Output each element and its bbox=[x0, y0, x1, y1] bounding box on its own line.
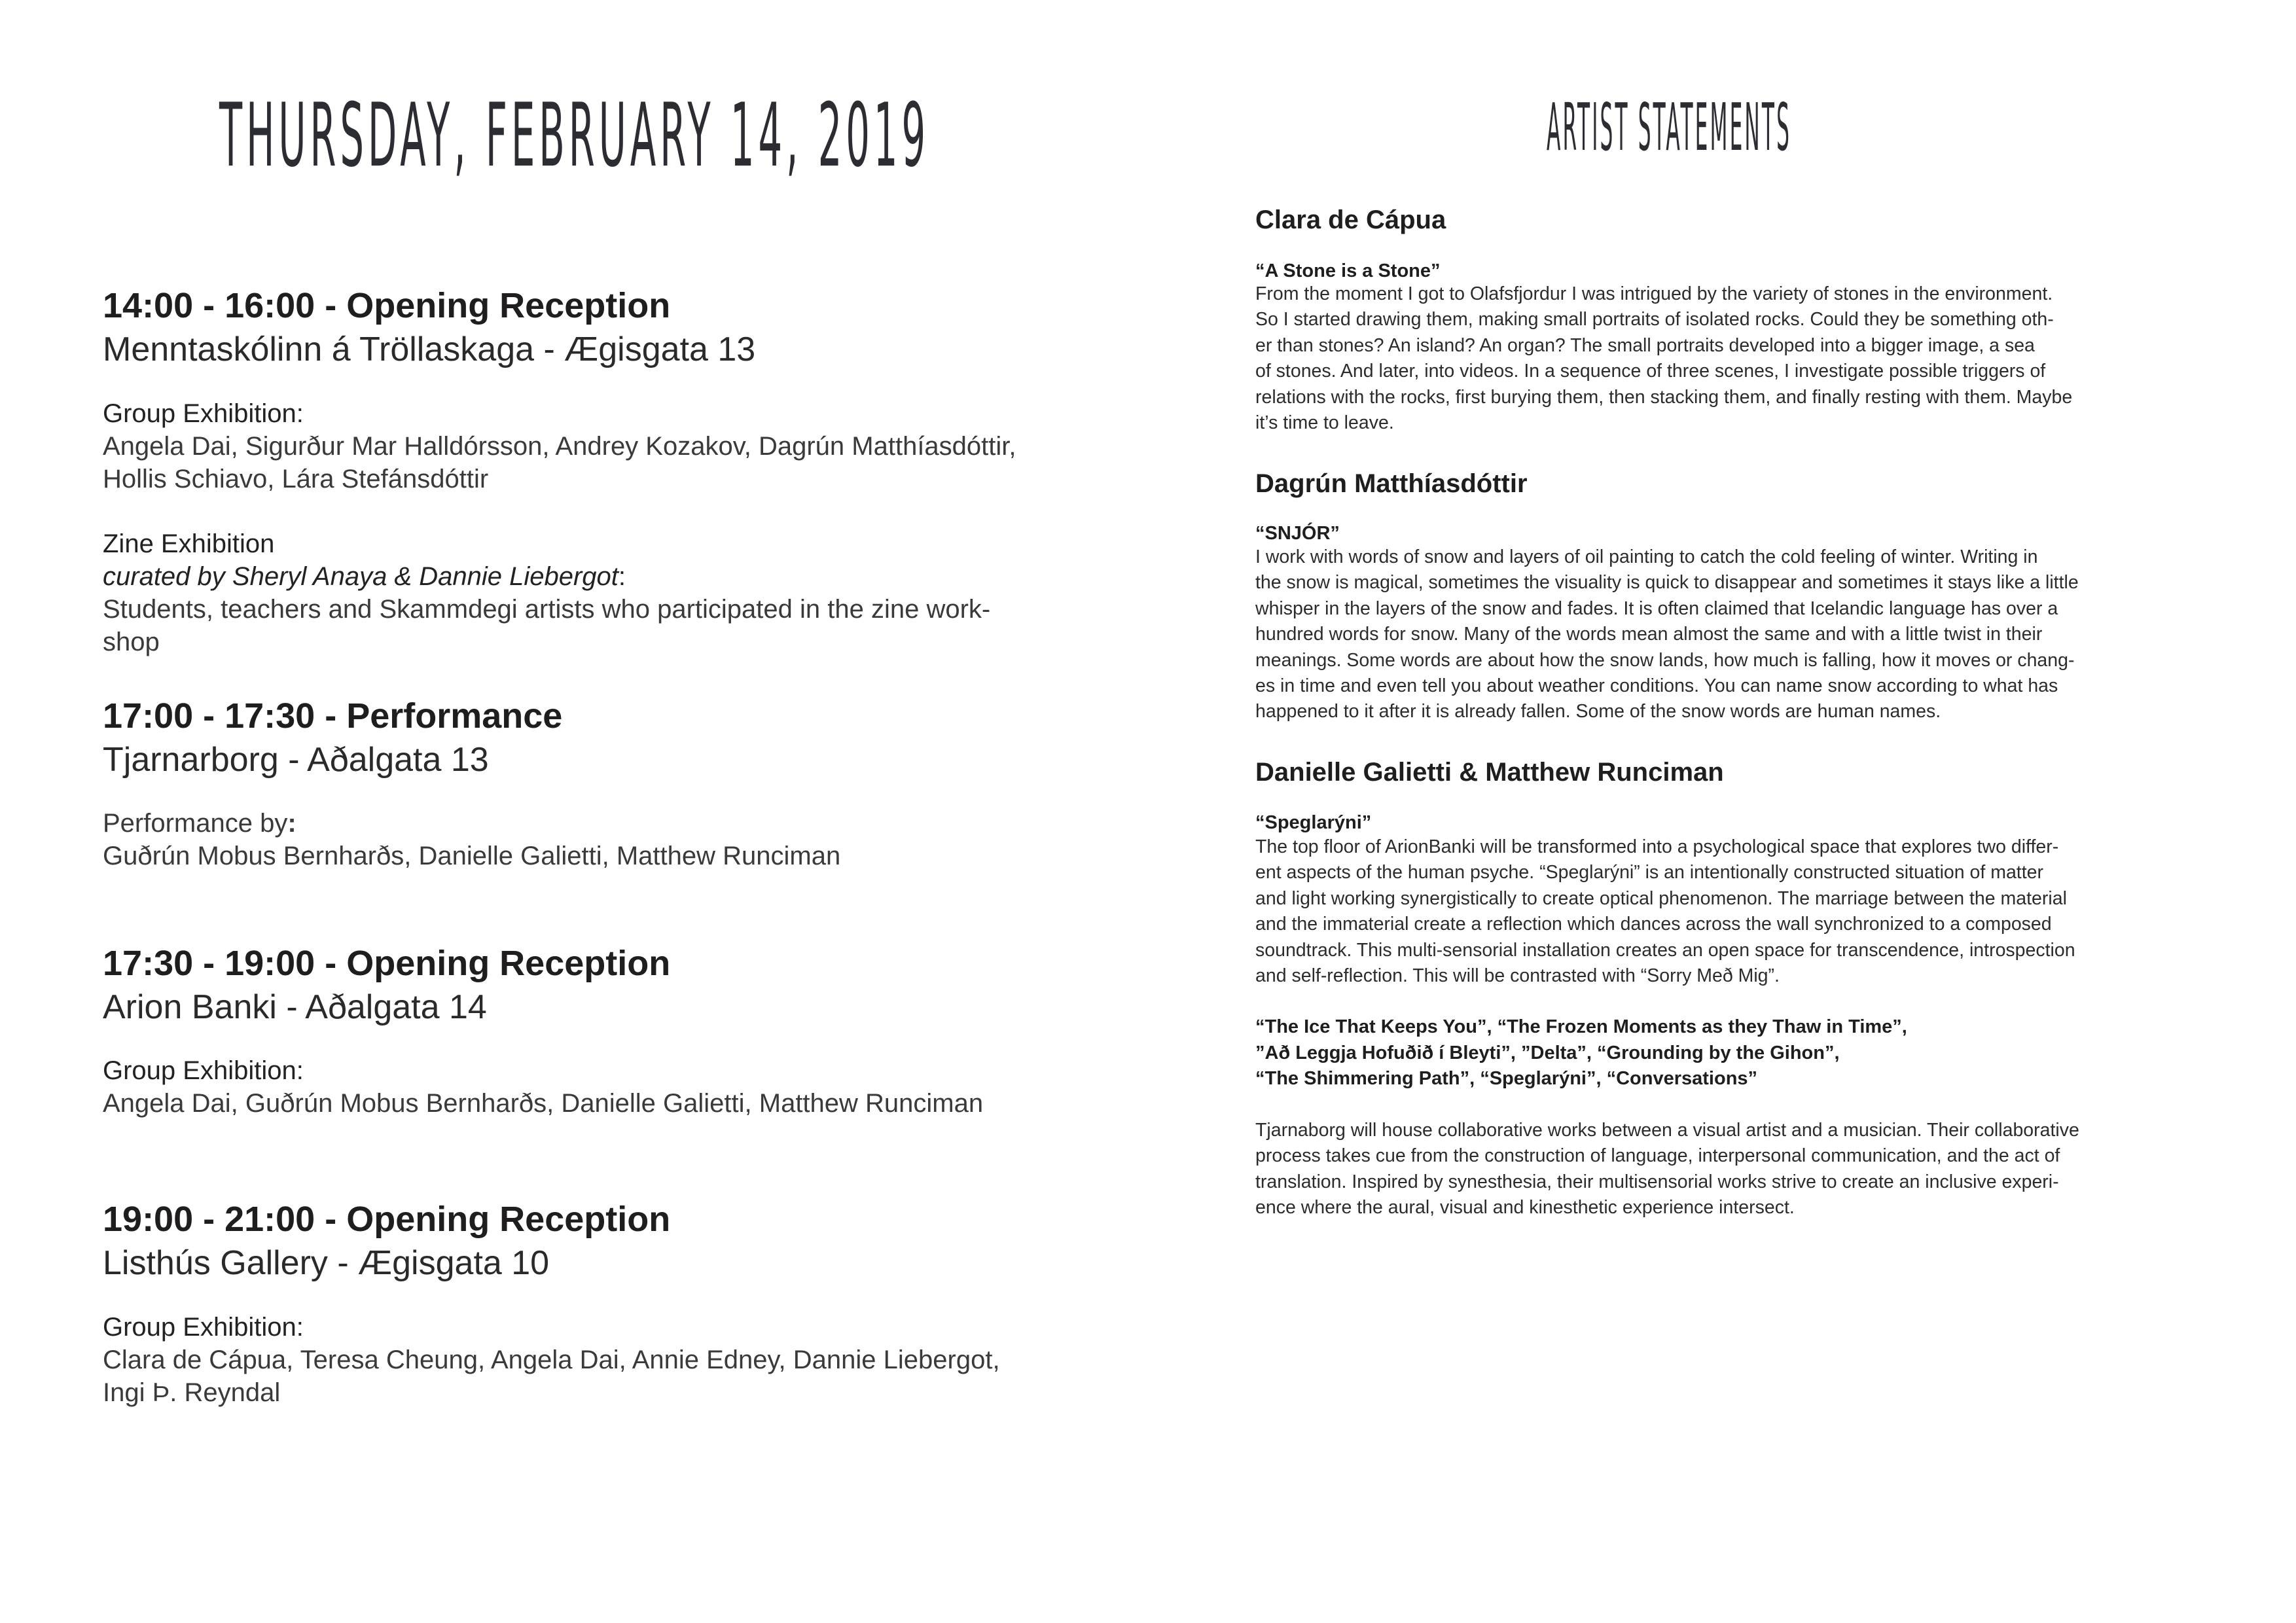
body-line: es in time and even tell you about weather conditions. You can name snow according to what has bbox=[1255, 675, 2058, 697]
body-line: ence where the aural, visual and kinesthetic experience intersect. bbox=[1255, 1197, 1795, 1219]
event-heading: 17:30 - 19:00 - Opening Reception bbox=[103, 944, 671, 983]
event-heading: 17:00 - 17:30 - Performance bbox=[103, 696, 563, 736]
zine-participants-line: shop bbox=[103, 628, 160, 656]
works-list bbox=[1255, 1014, 1907, 1092]
body-line: From the moment I got to Olafsfjordur I was intrigued by the variety of stones in the environment. bbox=[1255, 283, 2053, 304]
statement-body bbox=[1255, 834, 2211, 989]
event-location: Arion Banki - Aðalgata 14 bbox=[103, 988, 487, 1026]
body-line: the snow is magical, sometimes the visuality is quick to disappear and sometimes it stays like a little bbox=[1255, 572, 2079, 594]
body-line: and light working synergistically to create optical phenomenon. The marriage between the material bbox=[1255, 887, 2067, 909]
closing-paragraph bbox=[1255, 1118, 2211, 1221]
page-title: THURSDAY, FEBRUARY 14, 2019 bbox=[219, 84, 930, 187]
body-line: I work with words of snow and layers of oil painting to catch the cold feeling of winter. Writing in bbox=[1255, 546, 2038, 567]
works-list-line: ”Að Leggja Hofuðið í Bleyti”, ”Delta”, “Grounding by the Gihon”, bbox=[1255, 1042, 1840, 1063]
artist-list-line: Angela Dai, Guðrún Mobus Bernharðs, Danielle Galietti, Matthew Runciman bbox=[103, 1089, 984, 1118]
artist-list-line: Guðrún Mobus Bernharðs, Danielle Galietti, Matthew Runciman bbox=[103, 842, 841, 870]
performance-label bbox=[103, 810, 296, 836]
event-heading: 19:00 - 21:00 - Opening Reception bbox=[103, 1200, 671, 1239]
curator-text: curated by Sheryl Anaya & Dannie Liebergot bbox=[103, 562, 619, 591]
body-line: So I started drawing them, making small portraits of isolated rocks. Could they be something oth- bbox=[1255, 309, 2054, 330]
zine-label: Zine Exhibition bbox=[103, 529, 275, 558]
artist-name: Danielle Galietti & Matthew Runciman bbox=[1255, 758, 1724, 787]
event-heading: 14:00 - 16:00 - Opening Reception bbox=[103, 286, 671, 325]
artist-list-line: Angela Dai, Sigurður Mar Halldórsson, Andrey Kozakov, Dagrún Matthíasdóttir, bbox=[103, 432, 1016, 461]
body-line: Tjarnaborg will house collaborative works between a visual artist and a musician. Their collaborative bbox=[1255, 1120, 2079, 1141]
body-line: The top floor of ArionBanki will be transformed into a psychological space that explores two differ- bbox=[1255, 836, 2059, 857]
body-line: translation. Inspired by synesthesia, their multisensorial works strive to create an inclusive experi- bbox=[1255, 1171, 2059, 1192]
performance-label-text: Performance by bbox=[103, 809, 288, 838]
body-line: process takes cue from the construction of language, interpersonal communication, and the act of bbox=[1255, 1145, 2060, 1167]
body-line: whisper in the layers of the snow and fades. It is often claimed that Icelandic language has over a bbox=[1255, 597, 2058, 619]
body-line: ent aspects of the human psyche. “Speglarýni” is an intentionally constructed situation of matter bbox=[1255, 862, 2043, 883]
group-label: Group Exhibition: bbox=[103, 1056, 304, 1085]
body-line: relations with the rocks, first burying them, then stacking them, and finally resting with them. Maybe bbox=[1255, 386, 2073, 408]
artist-name: Clara de Cápua bbox=[1255, 205, 1446, 234]
body-line: er than stones? An island? An organ? The small portraits developed into a bigger image, a sea bbox=[1255, 334, 2035, 356]
statement-body bbox=[1255, 544, 2211, 725]
work-title: “A Stone is a Stone” bbox=[1255, 260, 1441, 281]
curator-colon: : bbox=[618, 562, 626, 591]
body-line: happened to it after it is already fallen. Some of the snow words are human names. bbox=[1255, 701, 1941, 722]
body-line: hundred words for snow. Many of the words mean almost the same and with a little twist in their bbox=[1255, 624, 2043, 645]
work-title: “SNJÓR” bbox=[1255, 523, 1340, 544]
body-line: and self-reflection. This will be contrasted with “Sorry Með Mig”. bbox=[1255, 965, 1780, 987]
group-label: Group Exhibition: bbox=[103, 399, 304, 428]
artist-list-line: Hollis Schiavo, Lára Stefánsdóttir bbox=[103, 465, 489, 493]
body-line: meanings. Some words are about how the snow lands, how much is falling, how it moves or chang- bbox=[1255, 649, 2075, 671]
event-location: Tjarnarborg - Aðalgata 13 bbox=[103, 741, 489, 779]
group-label: Group Exhibition: bbox=[103, 1313, 304, 1342]
body-line: and the immaterial create a reflection which dances across the wall synchronized to a composed bbox=[1255, 914, 2052, 935]
works-list-line: “The Ice That Keeps You”, “The Frozen Moments as they Thaw in Time”, bbox=[1255, 1016, 1907, 1037]
artist-list-line: Clara de Cápua, Teresa Cheung, Angela Dai, Annie Edney, Dannie Liebergot, bbox=[103, 1346, 1000, 1374]
work-title: “Speglarýni” bbox=[1255, 812, 1372, 833]
body-line: of stones. And later, into videos. In a sequence of three scenes, I investigate possible triggers of bbox=[1255, 361, 2046, 382]
artist-list-line: Ingi Þ. Reyndal bbox=[103, 1378, 281, 1407]
artist-statements-title: ARTIST STATEMENTS bbox=[1547, 89, 1792, 166]
event-location: Menntaskólinn á Tröllaskaga - Ægisgata 13 bbox=[103, 330, 756, 368]
event-location: Listhús Gallery - Ægisgata 10 bbox=[103, 1244, 550, 1282]
body-line: soundtrack. This multi-sensorial installation creates an open space for transcendence, introspection bbox=[1255, 939, 2075, 961]
zine-curators bbox=[103, 563, 626, 590]
statement-body bbox=[1255, 281, 2211, 436]
works-list-line: “The Shimmering Path”, “Speglarýni”, “Conversations” bbox=[1255, 1068, 1758, 1089]
performance-label-colon: : bbox=[287, 809, 296, 838]
artist-name: Dagrún Matthíasdóttir bbox=[1255, 469, 1528, 498]
zine-participants-line: Students, teachers and Skammdegi artists who participated in the zine work- bbox=[103, 595, 991, 624]
body-line: it’s time to leave. bbox=[1255, 412, 1394, 434]
